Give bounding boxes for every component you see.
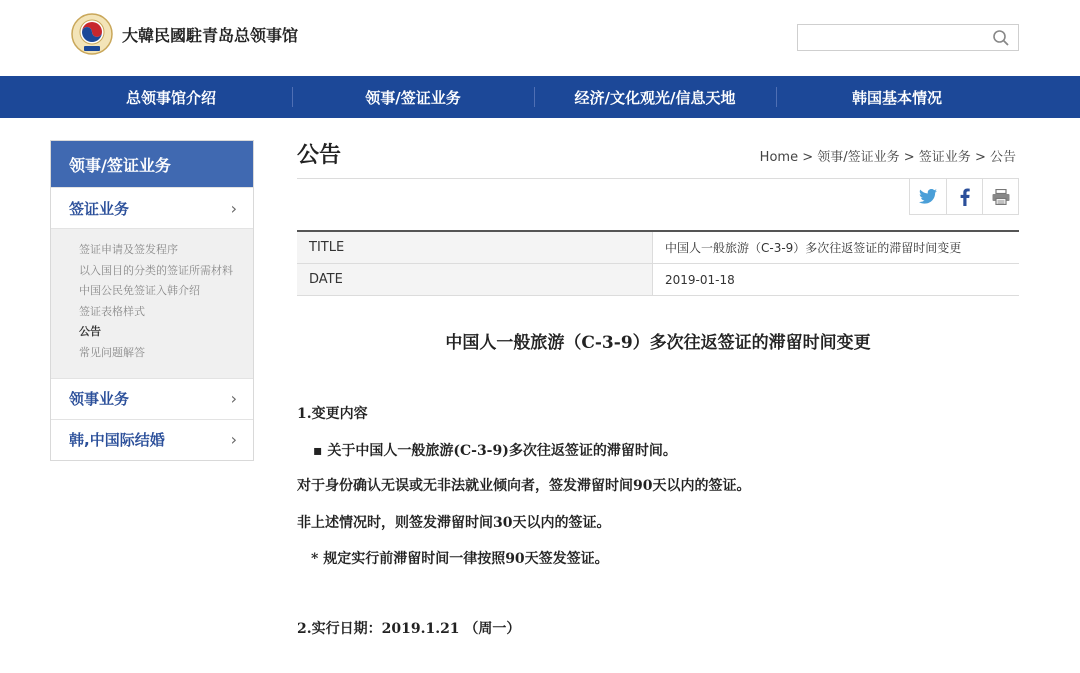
site-logo[interactable] (70, 12, 298, 56)
paragraph-text: 对于身份确认无误或无非法就业倾向者，签发滞留时间90天以内的签证。 (297, 478, 751, 494)
submenu-item-visa-procedure[interactable]: 签证申请及签发程序 (79, 243, 178, 256)
sidebar-item-label: 领事业务 (69, 390, 130, 409)
breadcrumb-consular-visa[interactable]: 领事/签证业务 (817, 150, 900, 165)
search-icon[interactable] (992, 29, 1010, 47)
submenu-item-visa-forms[interactable]: 签证表格样式 (79, 304, 145, 318)
breadcrumb-separator: > (802, 150, 818, 165)
facebook-icon (960, 188, 970, 206)
breadcrumb-separator: > (903, 150, 919, 165)
nav-item-korea-basics[interactable]: 韩国基本情况 (776, 76, 1018, 118)
sidebar-item-label: 签证业务 (69, 199, 130, 218)
breadcrumb-visa[interactable]: 签证业务 (918, 150, 971, 165)
breadcrumb-home[interactable]: Home (759, 150, 799, 165)
info-date-value: 2019-01-18 (665, 272, 735, 287)
submenu-item-visa-documents[interactable]: 以入国目的分类的签证所需材料 (79, 263, 233, 277)
sidebar-item-marriage[interactable] (51, 419, 253, 460)
note-text: * 规定实行前滞留时间一律按照90天签发签证。 (311, 551, 609, 567)
submenu-item-faq[interactable]: 常见问题解答 (79, 345, 145, 359)
search-input[interactable] (798, 25, 988, 50)
twitter-icon (919, 189, 937, 204)
sidebar-submenu (51, 228, 253, 378)
print-icon (992, 189, 1010, 205)
breadcrumb-separator: > (974, 150, 990, 165)
print-button[interactable] (982, 179, 1018, 214)
chevron-right-icon: › (230, 389, 237, 409)
info-row-date (297, 264, 1019, 296)
sidebar-item-consular[interactable] (51, 378, 253, 419)
sidebar-item-visa[interactable] (51, 187, 253, 228)
chevron-right-icon: › (230, 430, 237, 450)
info-title-label: TITLE (297, 232, 653, 263)
page-title: 公告 (297, 143, 342, 168)
bullet-text: ▪ 关于中国人一般旅游(C-3-9)多次往返签证的滞留时间。 (313, 443, 677, 459)
breadcrumb-notice[interactable]: 公告 (989, 150, 1016, 165)
info-title-value: 中国人一般旅游（C-3-9）多次往返签证的滞留时间变更 (665, 241, 962, 255)
sidebar-item-label: 韩,中国际结婚 (69, 431, 165, 450)
twitter-share-button[interactable] (910, 179, 946, 214)
submenu-item-visa-free[interactable]: 中国公民免签证入韩介绍 (79, 284, 200, 298)
sidebar-heading: 领事/签证业务 (51, 141, 253, 187)
article-title: 中国人一般旅游（C-3-9）多次往返签证的滞留时间变更 (445, 333, 871, 353)
search-box[interactable] (797, 24, 1019, 51)
info-date-label: DATE (297, 264, 653, 295)
site-name: 大韓民國駐青岛总领事馆 (122, 25, 299, 45)
nav-item-consular-visa[interactable]: 领事/签证业务 (292, 76, 534, 118)
paragraph-text: 非上述情况时，则签发滞留时间30天以内的签证。 (297, 515, 611, 531)
section-heading: 1.变更内容 (297, 406, 368, 422)
nav-item-economy-culture[interactable]: 经济/文化观光/信息天地 (534, 76, 776, 118)
section-heading: 2.实行日期：2019.1.21 （周一） (297, 621, 521, 637)
breadcrumb (760, 146, 1016, 165)
sidebar (50, 140, 254, 461)
info-row-title (297, 232, 1019, 264)
chevron-right-icon: › (230, 198, 237, 218)
submenu-item-notice[interactable]: 公告 (79, 325, 101, 339)
facebook-share-button[interactable] (946, 179, 982, 214)
site-header (0, 0, 1080, 76)
nav-item-consulate-intro[interactable]: 总领事馆介绍 (125, 88, 216, 107)
main-nav (0, 76, 1080, 118)
post-info-table (297, 230, 1019, 296)
korea-emblem-icon (70, 12, 114, 56)
share-bar (909, 179, 1019, 215)
